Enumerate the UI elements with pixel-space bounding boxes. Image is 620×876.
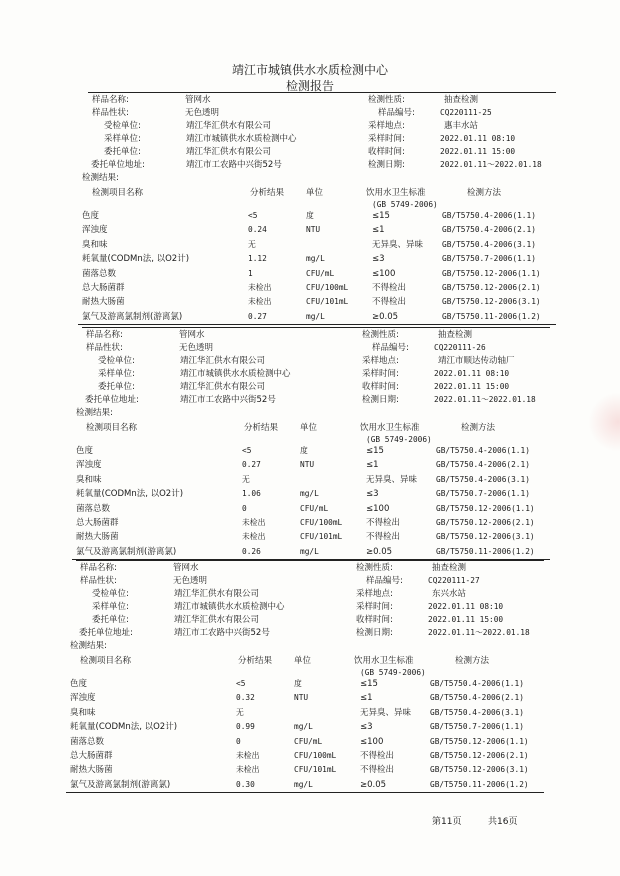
- row-standard: 不得检出: [366, 532, 401, 542]
- row-item-name: 浑浊度: [82, 225, 108, 235]
- test-date-label: 检测日期:: [356, 628, 393, 638]
- row-result: 未检出: [248, 283, 272, 292]
- inspection-nature-value: 抽查检测: [444, 95, 479, 105]
- row-result: 1.06: [242, 489, 261, 498]
- row-item-name: 耗氧量(CODMn法, 以O2计): [70, 722, 178, 732]
- block-top-rule: [82, 327, 550, 328]
- entrusting-unit-label: 委托单位:: [98, 382, 135, 392]
- row-standard: 不得检出: [360, 765, 395, 775]
- sample-traits-value: 无色透明: [179, 343, 214, 353]
- page-number: 第11页: [432, 817, 462, 827]
- row-standard: 不得检出: [372, 283, 407, 293]
- receiving-unit-value: 靖江华汇供水有限公司: [180, 356, 266, 366]
- row-method: GB/T5750.4-2006(1.1): [442, 211, 536, 220]
- sample-traits-label: 样品性状:: [80, 576, 117, 586]
- test-date-label: 检测日期:: [362, 395, 399, 405]
- sampling-unit-value: 靖江市城镇供水水质检测中心: [174, 602, 285, 612]
- row-unit: mg/L: [306, 254, 325, 263]
- row-unit: mg/L: [294, 722, 313, 731]
- row-method: GB/T5750.7-2006(1.1): [436, 489, 530, 498]
- entrusting-unit-value: 靖江华汇供水有限公司: [180, 382, 266, 392]
- row-result: <5: [236, 679, 246, 688]
- row-method: GB/T5750.4-2006(1.1): [436, 446, 530, 455]
- col-header-method: 检测方法: [461, 423, 496, 433]
- row-unit: CFU/101mL: [294, 765, 337, 774]
- row-result: 1: [248, 269, 253, 278]
- row-standard: ≤100: [366, 504, 390, 514]
- row-method: GB/T5750.12-2006(2.1): [436, 518, 535, 527]
- sampling-time-label: 采样时间:: [356, 602, 393, 612]
- sampling-site-value: 东兴水站: [432, 589, 467, 599]
- row-item-name: 浑浊度: [70, 693, 96, 703]
- inspection-nature-label: 检测性质:: [356, 563, 393, 573]
- entrusting-unit-value: 靖江华汇供水有限公司: [186, 147, 272, 157]
- col-header-std: 饮用水卫生标准: [360, 423, 420, 433]
- entrusting-address-label: 委托单位地址:: [91, 160, 145, 170]
- row-result: 无: [248, 240, 256, 249]
- row-item-name: 氯气及游离氯制剂(游离氯): [70, 780, 171, 790]
- row-method: GB/T5750.12-2006(1.1): [430, 737, 529, 746]
- row-method: GB/T5750.4-2006(2.1): [436, 460, 530, 469]
- sampling-unit-label: 采样单位:: [104, 134, 141, 144]
- receive-time-label: 收样时间:: [368, 147, 405, 157]
- sample-no-label: 样品编号:: [378, 108, 415, 118]
- row-standard: ≤3: [372, 254, 385, 264]
- test-date-value: 2022.01.11～2022.01.18: [440, 160, 542, 169]
- page-total: 共16页: [488, 817, 518, 827]
- col-header-unit: 单位: [300, 423, 318, 433]
- row-result: 0.32: [236, 693, 255, 702]
- test-date-label: 检测日期:: [368, 160, 405, 170]
- inspection-nature-value: 抽查检测: [432, 563, 467, 573]
- test-date-value: 2022.01.11～2022.01.18: [434, 395, 536, 404]
- receive-time-value: 2022.01.11 15:00: [440, 147, 516, 156]
- sample-no-value: CQ220111-25: [440, 108, 492, 117]
- row-item-name: 臭和味: [82, 240, 108, 250]
- block-bottom-rule: [78, 324, 556, 325]
- entrusting-address-value: 靖江市工农路中兴街52号: [180, 395, 276, 405]
- results-label: 检测结果:: [76, 408, 113, 418]
- row-standard: 无异臭、异味: [366, 475, 418, 485]
- row-method: GB/T5750.4-2006(1.1): [430, 679, 524, 688]
- row-item-name: 色度: [76, 446, 94, 456]
- report-subtitle: 检测报告: [285, 79, 334, 93]
- row-method: GB/T5750.11-2006(1.2): [442, 312, 541, 321]
- row-unit: mg/L: [294, 780, 313, 789]
- row-result: 1.12: [248, 254, 267, 263]
- row-result: 未检出: [236, 765, 260, 774]
- row-unit: mg/L: [300, 547, 319, 556]
- sample-name-label: 样品名称:: [92, 95, 129, 105]
- entrusting-address-label: 委托单位地址:: [85, 395, 139, 405]
- row-unit: CFU/mL: [306, 269, 335, 278]
- report-block: [0, 560, 608, 820]
- row-unit: NTU: [294, 693, 309, 702]
- report-block: [0, 327, 614, 587]
- row-standard: ≤15: [366, 446, 384, 456]
- col-header-std-code: (GB 5749-2006): [366, 435, 432, 444]
- row-unit: NTU: [306, 225, 321, 234]
- row-result: <5: [248, 211, 258, 220]
- row-item-name: 氯气及游离氯制剂(游离氯): [82, 312, 183, 322]
- row-standard: ≤1: [366, 460, 379, 470]
- row-unit: mg/L: [300, 489, 319, 498]
- row-standard: 不得检出: [366, 518, 401, 528]
- entrusting-unit-label: 委托单位:: [104, 147, 141, 157]
- col-header-std-code: (GB 5749-2006): [360, 668, 426, 677]
- block-top-rule: [88, 92, 556, 93]
- sample-name-value: 管网水: [173, 563, 199, 573]
- row-result: 0: [236, 737, 241, 746]
- sample-name-label: 样品名称:: [86, 330, 123, 340]
- col-header-method: 检测方法: [455, 656, 490, 666]
- row-unit: 度: [300, 446, 308, 455]
- sampling-time-label: 采样时间:: [362, 369, 399, 379]
- row-unit: CFU/100mL: [306, 283, 349, 292]
- block-bottom-rule: [66, 792, 544, 793]
- row-standard: 无异臭、异味: [372, 240, 424, 250]
- row-standard: ≥0.05: [372, 312, 399, 322]
- row-result: 0.99: [236, 722, 255, 731]
- col-header-result: 分析结果: [250, 188, 285, 198]
- sampling-site-value: 靖江市顺达传动轴厂: [438, 356, 515, 366]
- sample-no-label: 样品编号:: [366, 576, 403, 586]
- row-standard: ≥0.05: [366, 547, 393, 557]
- sample-name-value: 管网水: [179, 330, 205, 340]
- row-item-name: 耐热大肠菌: [70, 765, 113, 775]
- sample-no-label: 样品编号:: [372, 343, 409, 353]
- sample-traits-value: 无色透明: [173, 576, 208, 586]
- row-result: 0.24: [248, 225, 267, 234]
- col-header-result: 分析结果: [244, 423, 279, 433]
- row-unit: CFU/100mL: [300, 518, 343, 527]
- row-method: GB/T5750.4-2006(2.1): [430, 693, 524, 702]
- row-standard: 不得检出: [360, 751, 395, 761]
- sample-name-label: 样品名称:: [80, 563, 117, 573]
- sampling-unit-label: 采样单位:: [98, 369, 135, 379]
- row-method: GB/T5750.12-2006(1.1): [442, 269, 541, 278]
- row-item-name: 臭和味: [70, 708, 96, 718]
- row-standard: ≤15: [372, 211, 390, 221]
- inspection-nature-label: 检测性质:: [362, 330, 399, 340]
- sampling-unit-label: 采样单位:: [92, 602, 129, 612]
- inspection-nature-value: 抽查检测: [438, 330, 473, 340]
- row-method: GB/T5750.7-2006(1.1): [442, 254, 536, 263]
- results-label: 检测结果:: [82, 173, 119, 183]
- row-item-name: 色度: [82, 211, 100, 221]
- col-header-method: 检测方法: [467, 188, 502, 198]
- row-item-name: 臭和味: [76, 475, 102, 485]
- row-item-name: 色度: [70, 679, 88, 689]
- sampling-unit-value: 靖江市城镇供水水质检测中心: [186, 134, 297, 144]
- receiving-unit-label: 受检单位:: [104, 121, 141, 131]
- entrusting-address-value: 靖江市工农路中兴街52号: [186, 160, 282, 170]
- row-item-name: 菌落总数: [82, 269, 117, 279]
- row-unit: NTU: [300, 460, 315, 469]
- sample-no-value: CQ220111-26: [434, 343, 486, 352]
- receiving-unit-value: 靖江华汇供水有限公司: [186, 121, 272, 131]
- row-item-name: 耗氧量(CODMn法, 以O2计): [76, 489, 184, 499]
- sampling-unit-value: 靖江市城镇供水水质检测中心: [180, 369, 291, 379]
- row-result: 无: [242, 475, 250, 484]
- col-header-result: 分析结果: [238, 656, 273, 666]
- block-top-rule: [76, 560, 544, 561]
- row-result: 0.27: [242, 460, 261, 469]
- row-method: GB/T5750.12-2006(3.1): [430, 765, 529, 774]
- row-method: GB/T5750.11-2006(1.2): [430, 780, 529, 789]
- entrusting-address-label: 委托单位地址:: [79, 628, 133, 638]
- sample-traits-value: 无色透明: [185, 108, 220, 118]
- entrusting-address-value: 靖江市工农路中兴街52号: [174, 628, 270, 638]
- row-result: 未检出: [242, 532, 266, 541]
- row-standard: ≤3: [366, 489, 379, 499]
- row-method: GB/T5750.12-2006(2.1): [430, 751, 529, 760]
- col-header-std: 饮用水卫生标准: [354, 656, 414, 666]
- row-standard: 无异臭、异味: [360, 708, 412, 718]
- row-method: GB/T5750.12-2006(2.1): [442, 283, 541, 292]
- col-header-item: 检测项目名称: [86, 423, 138, 433]
- row-result: 无: [236, 708, 244, 717]
- receive-time-value: 2022.01.11 15:00: [428, 615, 504, 624]
- row-unit: CFU/100mL: [294, 751, 337, 760]
- report-title: 靖江市城镇供水水质检测中心: [231, 63, 388, 77]
- sample-no-value: CQ220111-27: [428, 576, 480, 585]
- row-unit: 度: [294, 679, 302, 688]
- row-unit: CFU/mL: [294, 737, 323, 746]
- row-standard: ≤100: [372, 269, 396, 279]
- sampling-time-value: 2022.01.11 08:10: [428, 602, 504, 611]
- row-standard: ≤3: [360, 722, 373, 732]
- sampling-time-label: 采样时间:: [368, 134, 405, 144]
- sampling-time-value: 2022.01.11 08:10: [434, 369, 510, 378]
- row-unit: CFU/101mL: [300, 532, 343, 541]
- row-result: 0.30: [236, 780, 255, 789]
- sampling-site-label: 采样地点:: [356, 589, 393, 599]
- row-standard: ≤1: [360, 693, 373, 703]
- row-item-name: 总大肠菌群: [82, 283, 125, 293]
- row-item-name: 总大肠菌群: [70, 751, 113, 761]
- col-header-std-code: (GB 5749-2006): [372, 200, 438, 209]
- row-unit: CFU/mL: [300, 504, 329, 513]
- row-unit: 度: [306, 211, 314, 220]
- row-result: 0: [242, 504, 247, 513]
- receive-time-value: 2022.01.11 15:00: [434, 382, 510, 391]
- row-method: GB/T5750.4-2006(3.1): [430, 708, 524, 717]
- row-item-name: 菌落总数: [76, 504, 111, 514]
- row-item-name: 菌落总数: [70, 737, 105, 747]
- row-item-name: 总大肠菌群: [76, 518, 119, 528]
- inspection-nature-label: 检测性质:: [368, 95, 405, 105]
- row-result: 未检出: [248, 297, 272, 306]
- row-item-name: 氯气及游离氯制剂(游离氯): [76, 547, 177, 557]
- row-standard: ≤1: [372, 225, 385, 235]
- sample-traits-label: 样品性状:: [86, 343, 123, 353]
- row-standard: ≤15: [360, 679, 378, 689]
- col-header-item: 检测项目名称: [92, 188, 144, 198]
- receiving-unit-label: 受检单位:: [92, 589, 129, 599]
- sampling-time-value: 2022.01.11 08:10: [440, 134, 516, 143]
- row-standard: ≥0.05: [360, 780, 387, 790]
- row-method: GB/T5750.4-2006(3.1): [436, 475, 530, 484]
- row-method: GB/T5750.4-2006(2.1): [442, 225, 536, 234]
- row-standard: 不得检出: [372, 297, 407, 307]
- receive-time-label: 收样时间:: [356, 615, 393, 625]
- row-result: 未检出: [236, 751, 260, 760]
- sampling-site-label: 采样地点:: [368, 121, 405, 131]
- row-method: GB/T5750.11-2006(1.2): [436, 547, 535, 556]
- row-method: GB/T5750.12-2006(1.1): [436, 504, 535, 513]
- row-result: 未检出: [242, 518, 266, 527]
- entrusting-unit-value: 靖江华汇供水有限公司: [174, 615, 260, 625]
- row-standard: ≤100: [360, 737, 384, 747]
- row-result: 0.27: [248, 312, 267, 321]
- col-header-item: 检测项目名称: [80, 656, 132, 666]
- receiving-unit-label: 受检单位:: [98, 356, 135, 366]
- col-header-std: 饮用水卫生标准: [366, 188, 426, 198]
- receiving-unit-value: 靖江华汇供水有限公司: [174, 589, 260, 599]
- row-method: GB/T5750.4-2006(3.1): [442, 240, 536, 249]
- row-item-name: 耗氧量(CODMn法, 以O2计): [82, 254, 190, 264]
- report-block: [0, 92, 620, 352]
- sampling-site-value: 惠丰水站: [444, 121, 479, 131]
- col-header-unit: 单位: [294, 656, 312, 666]
- sample-name-value: 管网水: [185, 95, 211, 105]
- row-unit: mg/L: [306, 312, 325, 321]
- receive-time-label: 收样时间:: [362, 382, 399, 392]
- row-unit: CFU/101mL: [306, 297, 349, 306]
- row-method: GB/T5750.12-2006(3.1): [436, 532, 535, 541]
- row-item-name: 耐热大肠菌: [76, 532, 119, 542]
- row-result: 0.26: [242, 547, 261, 556]
- row-method: GB/T5750.12-2006(3.1): [442, 297, 541, 306]
- results-label: 检测结果:: [70, 641, 107, 651]
- test-date-value: 2022.01.11～2022.01.18: [428, 628, 530, 637]
- row-method: GB/T5750.7-2006(1.1): [430, 722, 524, 731]
- row-item-name: 耐热大肠菌: [82, 297, 125, 307]
- entrusting-unit-label: 委托单位:: [92, 615, 129, 625]
- sample-traits-label: 样品性状:: [92, 108, 129, 118]
- col-header-unit: 单位: [306, 188, 324, 198]
- row-result: <5: [242, 446, 252, 455]
- row-item-name: 浑浊度: [76, 460, 102, 470]
- sampling-site-label: 采样地点:: [362, 356, 399, 366]
